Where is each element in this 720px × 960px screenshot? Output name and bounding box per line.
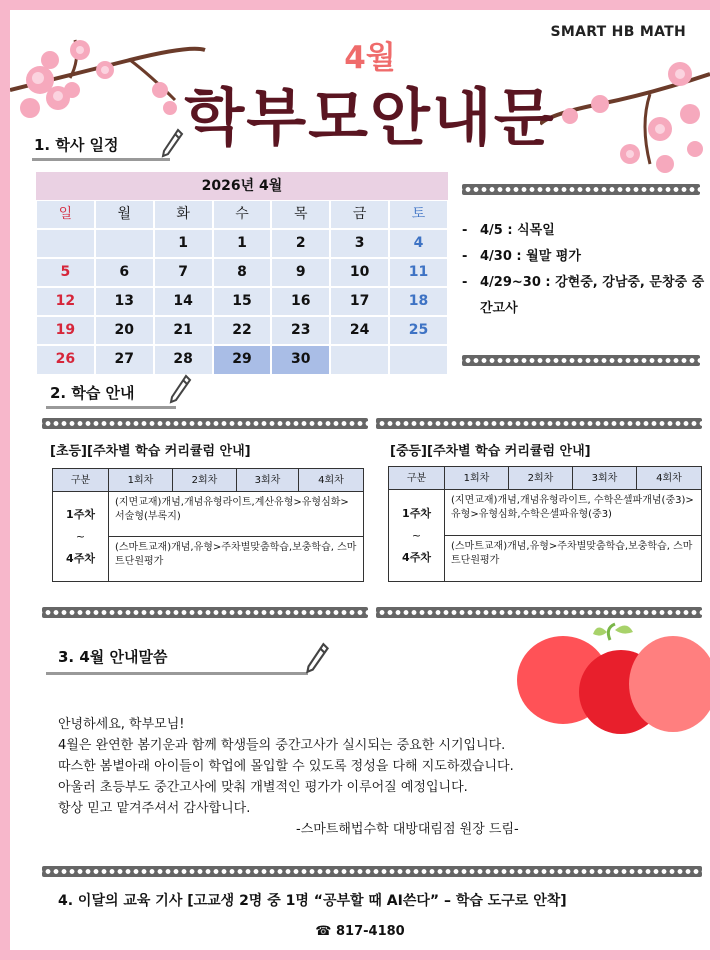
calendar-weekday: 토 xyxy=(389,200,448,229)
calendar-day: 16 xyxy=(271,287,330,316)
message-line: 항상 믿고 맡겨주셔서 감사합니다. xyxy=(58,801,251,816)
signature: -스마트해법수학 대방대림점 원장 드림- xyxy=(296,822,519,837)
curriculum-print-row: (지면교재)개념,개념유형라이트,계산유형>유형심화>서술형(부록지) xyxy=(109,492,363,537)
pencil-icon xyxy=(304,642,330,676)
calendar-weekday: 일 xyxy=(36,200,95,229)
calendar-day: 5 xyxy=(36,258,95,287)
table-body xyxy=(53,492,363,581)
calendar-day: 25 xyxy=(389,316,448,345)
calendar-day: 11 xyxy=(389,258,448,287)
calendar-day: 17 xyxy=(330,287,389,316)
section-underline xyxy=(32,158,170,161)
calendar-day: 18 xyxy=(389,287,448,316)
middle-curriculum-heading: [중등][주차별 학습 커리큘럼 안내] xyxy=(390,444,591,459)
calendar-day: 24 xyxy=(330,316,389,345)
dotted-divider xyxy=(42,866,702,877)
calendar-grid xyxy=(36,200,448,375)
week-range: 1주차 ~ 4주차 xyxy=(53,492,109,581)
calendar-weekday: 수 xyxy=(213,200,272,229)
calendar-day: 10 xyxy=(330,258,389,287)
calendar-day: 2 xyxy=(271,229,330,258)
calendar-title: 2026년 4월 xyxy=(36,172,448,200)
event-list xyxy=(462,218,712,322)
middle-curriculum-table xyxy=(388,466,702,582)
curriculum-print-row: (지면교재)개념,개념유형라이트, 수학은셀파개념(중3)>유형>유형심화,수학은셀파유형(중3) xyxy=(445,490,701,536)
month-label: 4월 xyxy=(344,40,396,76)
table-header-row: 구분 1회차 2회차 3회차 4회차 xyxy=(53,469,363,492)
table-header-row: 구분 1회차 2회차 3회차 4회차 xyxy=(389,467,701,490)
dotted-divider xyxy=(376,418,702,429)
calendar-day: 13 xyxy=(95,287,154,316)
section-title-notice: 3. 4월 안내말씀 xyxy=(58,648,168,666)
message-line: 안녕하세요, 학부모님! xyxy=(58,717,185,732)
calendar-weekday: 월 xyxy=(95,200,154,229)
dotted-divider xyxy=(42,607,368,618)
calendar-day xyxy=(36,229,95,258)
section-underline xyxy=(46,406,176,409)
calendar-day: 1 xyxy=(213,229,272,258)
event-item: - 4/30 : 월말 평가 xyxy=(462,249,581,264)
calendar-day: 26 xyxy=(36,345,95,374)
dotted-divider xyxy=(42,418,368,429)
calendar-day xyxy=(389,345,448,374)
calendar-day: 29 xyxy=(213,345,272,374)
phone-number: ☎ 817-4180 xyxy=(315,924,405,939)
calendar-day: 30 xyxy=(271,345,330,374)
section-title-learning: 2. 학습 안내 xyxy=(50,384,135,402)
week-range: 1주차 ~ 4주차 xyxy=(389,490,445,581)
calendar xyxy=(36,172,448,375)
brand-logo: SMART HB MATH xyxy=(550,24,686,40)
calendar-weekday: 목 xyxy=(271,200,330,229)
calendar-day xyxy=(330,345,389,374)
calendar-day: 9 xyxy=(271,258,330,287)
message-line: 아울러 초등부도 중간고사에 맞춰 개별적인 평가가 이루어질 예정입니다. xyxy=(58,780,468,795)
dotted-divider xyxy=(462,355,700,366)
calendar-day: 4 xyxy=(389,229,448,258)
calendar-day: 1 xyxy=(154,229,213,258)
dotted-divider xyxy=(376,607,702,618)
message-line: 4월은 완연한 봄기운과 함께 학생들의 중간고사가 실시되는 중요한 시기입니다. xyxy=(58,738,506,753)
curriculum-smart-row: (스마트교재)개념,유형>주차별맞춤학습,보충학습, 스마트단원평가 xyxy=(451,541,693,566)
calendar-day: 19 xyxy=(36,316,95,345)
calendar-day: 20 xyxy=(95,316,154,345)
calendar-day: 15 xyxy=(213,287,272,316)
calendar-day: 27 xyxy=(95,345,154,374)
calendar-day: 21 xyxy=(154,316,213,345)
table-body xyxy=(389,490,701,581)
event-item: - 4/29~30 : 강현중, 강남중, 문창중 중간고사 xyxy=(462,275,705,316)
calendar-weekday: 화 xyxy=(154,200,213,229)
event-item: - 4/5 : 식목일 xyxy=(462,223,555,238)
section-underline xyxy=(46,672,308,675)
calendar-day: 14 xyxy=(154,287,213,316)
calendar-day: 28 xyxy=(154,345,213,374)
calendar-day: 3 xyxy=(330,229,389,258)
elementary-curriculum-heading: [초등][주차별 학습 커리큘럼 안내] xyxy=(50,444,251,459)
calendar-day xyxy=(95,229,154,258)
education-article-title: 4. 이달의 교육 기사 [고교생 2명 중 1명 “공부할 때 AI쓴다” – 학습 도구로 안착] xyxy=(58,893,567,909)
notice-message xyxy=(58,714,618,840)
section-title-schedule: 1. 학사 일정 xyxy=(34,136,119,154)
curriculum-smart-row: (스마트교재)개념,유형>주차별맞춤학습,보충학습, 스마트단원평가 xyxy=(115,542,357,567)
pencil-icon xyxy=(160,128,184,160)
dotted-divider xyxy=(462,184,700,195)
calendar-day: 22 xyxy=(213,316,272,345)
calendar-day: 12 xyxy=(36,287,95,316)
calendar-day: 6 xyxy=(95,258,154,287)
page-title: 학부모안내문 xyxy=(184,81,556,154)
calendar-day: 8 xyxy=(213,258,272,287)
calendar-day: 7 xyxy=(154,258,213,287)
pencil-icon xyxy=(168,374,192,406)
calendar-day: 23 xyxy=(271,316,330,345)
calendar-weekday: 금 xyxy=(330,200,389,229)
message-line: 따스한 봄볕아래 아이들이 학업에 몰입할 수 있도록 정성을 다해 지도하겠습니다. xyxy=(58,759,514,774)
elementary-curriculum-table xyxy=(52,468,364,582)
